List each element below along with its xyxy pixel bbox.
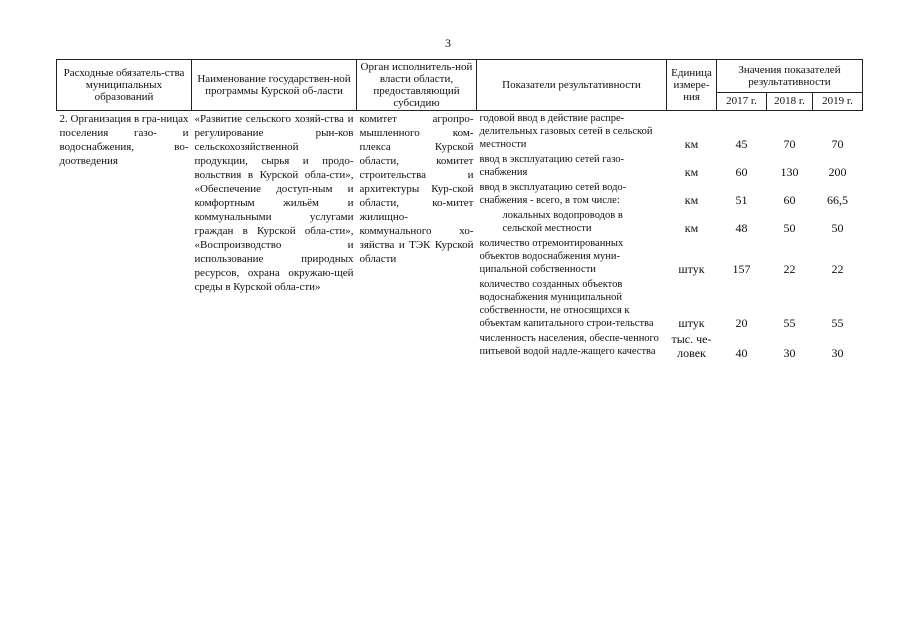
- value-2018-cell: 70: [783, 137, 796, 151]
- value-2019-cell: 30: [831, 346, 844, 360]
- value-2018-cell: 55: [783, 316, 796, 330]
- header-obligations: Расходные обязатель-ства муниципальных образований: [57, 60, 192, 111]
- indicator-cell: годовой ввод в действие распре-делительных газовых сетей в сельской местности: [479, 113, 653, 150]
- header-values-group: Значения показателей результативности: [717, 60, 863, 93]
- value-2017-cell: 45: [735, 137, 748, 151]
- indicators-table: [56, 59, 863, 361]
- unit-cell: штук: [678, 262, 705, 276]
- header-indicators: Показатели результативности: [477, 60, 667, 111]
- value-2019-cell: 22: [831, 262, 844, 276]
- value-2017-cell: 40: [735, 346, 748, 360]
- value-2017-cell: 60: [735, 165, 748, 179]
- indicator-cell: численность населения, обеспе-ченного питьевой водой надле-жащего качества: [479, 333, 659, 357]
- header-year-2017: 2017 г.: [717, 92, 767, 110]
- value-2019-cell: 50: [831, 221, 844, 235]
- value-2018-cell: 50: [783, 221, 796, 235]
- value-2018-cell: 30: [783, 346, 796, 360]
- value-2017-cell: 51: [735, 193, 748, 207]
- indicator-cell: количество отремонтированных объектов водоснабжения муни-ципальной собственности: [479, 238, 624, 275]
- header-year-2018: 2018 г.: [767, 92, 813, 110]
- header-authority: Орган исполнитель-ной власти области, предоставляющий субсидию: [357, 60, 477, 111]
- unit-cell: км: [684, 165, 699, 179]
- value-2019-cell: 66,5: [827, 193, 848, 207]
- header-unit: Единица измере-ния: [667, 60, 717, 111]
- table-row: [57, 111, 863, 153]
- header-program: Наименование государствен-ной программы Курской об-ласти: [192, 60, 357, 111]
- value-2017-cell: 157: [732, 262, 751, 276]
- value-2018-cell: 130: [780, 165, 799, 179]
- indicator-cell: локальных водопроводов в сельской местности: [502, 210, 623, 234]
- value-2017-cell: 20: [735, 316, 748, 330]
- value-2018-cell: 22: [783, 262, 796, 276]
- value-2019-cell: 70: [831, 137, 844, 151]
- value-2018-cell: 60: [783, 193, 796, 207]
- indicator-cell: количество созданных объектов водоснабжения муниципальной собственности, не относящихся к объектам капитального строи-тельства: [479, 279, 654, 329]
- value-2019-cell: 55: [831, 316, 844, 330]
- unit-cell: км: [684, 193, 699, 207]
- value-2019-cell: 200: [828, 165, 847, 179]
- unit-cell: км: [684, 221, 699, 235]
- obligation-cell: 2. Организация в гра-ницах поселения газо- и водоснабжения, во-доотведения: [59, 113, 189, 167]
- value-2017-cell: 48: [735, 221, 748, 235]
- header-year-2019: 2019 г.: [813, 92, 863, 110]
- authority-cell: комитет агропро-мышленного ком-плекса Курской области, комитет строительства и архитектуры Кур-ской области, ко-митет жилищно-коммунального хо-зяйства и ТЭК Курской области: [359, 113, 474, 265]
- unit-cell: тыс. че-ловек: [671, 332, 712, 360]
- indicator-cell: ввод в эксплуатацию сетей водо-снабжения - всего, в том числе:: [479, 182, 627, 206]
- indicator-cell: ввод в эксплуатацию сетей газо-снабжения: [479, 154, 625, 178]
- unit-cell: штук: [678, 316, 705, 330]
- program-cell: «Развитие сельского хозяй-ства и регулирование рын-ков сельскохозяйственной продукции, сырья и продо-вольствия в Курской обла-сти», «Обеспечение доступ-ным и комфортным жильём и коммунальными услугами граждан в Курской обла-сти», «Воспроизводство и использование природных ресурсов, охрана окружаю-щей среды в Курской обла-сти»: [194, 113, 354, 293]
- page-number: 3: [445, 36, 451, 50]
- unit-cell: км: [684, 137, 699, 151]
